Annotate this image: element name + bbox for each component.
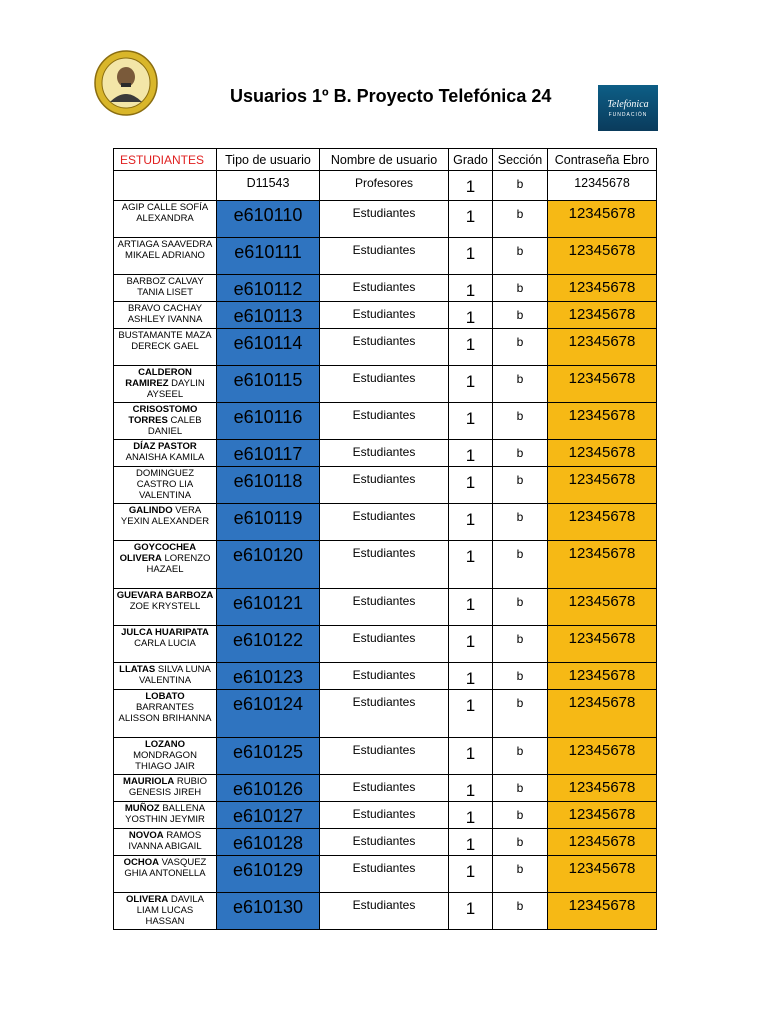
student-surname: GUEVARA BARBOZA [116, 590, 214, 601]
student-name [114, 856, 217, 893]
student-seccion: b [493, 366, 548, 403]
student-password: 12345678 [548, 829, 657, 856]
student-given-name: DOMINGUEZ CASTRO LIA VALENTINA [135, 468, 195, 501]
page-title: Usuarios 1º B. Proyecto Telefónica 24 [230, 86, 552, 106]
student-grado: 1 [449, 775, 493, 802]
student-given-name: BUSTAMANTE MAZA DERECK GAEL [118, 330, 212, 352]
telefonica-fundacion-logo [598, 85, 658, 131]
student-given-name: AGIP CALLE SOFÍA ALEXANDRA [121, 202, 209, 224]
student-row [114, 626, 657, 663]
student-seccion: b [493, 626, 548, 663]
student-code: e610127 [217, 802, 320, 829]
student-username: Estudiantes [320, 738, 449, 775]
student-grado: 1 [449, 238, 493, 275]
student-code: e610125 [217, 738, 320, 775]
student-code: e610130 [217, 893, 320, 930]
student-username: Estudiantes [320, 238, 449, 275]
student-password: 12345678 [548, 329, 657, 366]
student-grado: 1 [449, 663, 493, 690]
student-code: e610117 [217, 440, 320, 467]
student-code: e610118 [217, 467, 320, 504]
student-given-name: BRAVO CACHAY ASHLEY IVANNA [127, 303, 203, 325]
student-grado: 1 [449, 690, 493, 738]
users-table [113, 148, 657, 930]
student-given-name: VERA YEXIN ALEXANDER [120, 505, 210, 527]
student-grado: 1 [449, 829, 493, 856]
student-username: Estudiantes [320, 403, 449, 440]
student-seccion: b [493, 504, 548, 541]
student-username: Estudiantes [320, 893, 449, 930]
student-row [114, 467, 657, 504]
student-username: Estudiantes [320, 663, 449, 690]
student-grado: 1 [449, 201, 493, 238]
student-username: Estudiantes [320, 329, 449, 366]
header-row [114, 149, 657, 171]
student-surname: CRISOSTOMO TORRES [128, 404, 198, 426]
student-grado: 1 [449, 329, 493, 366]
student-given-name: BARBOZ CALVAY TANIA LISET [126, 276, 204, 298]
student-code: e610119 [217, 504, 320, 541]
school-seal-logo [94, 50, 158, 116]
student-row [114, 302, 657, 329]
student-password: 12345678 [548, 802, 657, 829]
student-username: Estudiantes [320, 541, 449, 589]
student-grado: 1 [449, 302, 493, 329]
student-password: 12345678 [548, 589, 657, 626]
header-nombre: Nombre de usuario [320, 149, 449, 171]
student-seccion: b [493, 738, 548, 775]
student-given-name: ANAISHA KAMILA [125, 452, 205, 463]
teacher-password: 12345678 [548, 171, 657, 201]
student-username: Estudiantes [320, 856, 449, 893]
student-code: e610113 [217, 302, 320, 329]
student-password: 12345678 [548, 467, 657, 504]
student-seccion: b [493, 541, 548, 589]
student-code: e610123 [217, 663, 320, 690]
student-code: e610128 [217, 829, 320, 856]
student-given-name: RAMOS IVANNA ABIGAIL [128, 830, 202, 852]
student-grado: 1 [449, 366, 493, 403]
student-password: 12345678 [548, 893, 657, 930]
student-grado: 1 [449, 275, 493, 302]
student-row [114, 366, 657, 403]
student-given-name: ZOE KRYSTELL [129, 601, 201, 612]
student-password: 12345678 [548, 366, 657, 403]
student-password: 12345678 [548, 626, 657, 663]
student-name [114, 467, 217, 504]
logo-sub-text: FUNDACIÓN [608, 112, 648, 118]
header-contrasena: Contraseña Ebro [548, 149, 657, 171]
student-given-name: CARLA LUCIA [134, 638, 196, 649]
student-seccion: b [493, 663, 548, 690]
student-surname: LOBATO [145, 691, 185, 702]
student-given-name: ARTIAGA SAAVEDRA MIKAEL ADRIANO [117, 239, 213, 261]
student-given-name: RUBIO GENESIS JIREH [128, 776, 207, 798]
student-given-name: VASQUEZ GHIA ANTONELLA [124, 857, 207, 879]
student-seccion: b [493, 403, 548, 440]
student-surname: GALINDO [128, 505, 173, 516]
student-row [114, 238, 657, 275]
student-username: Estudiantes [320, 829, 449, 856]
student-grado: 1 [449, 504, 493, 541]
student-grado: 1 [449, 403, 493, 440]
student-given-name: MONDRAGON THIAGO JAIR [133, 750, 197, 772]
header-seccion: Sección [493, 149, 548, 171]
student-grado: 1 [449, 626, 493, 663]
student-seccion: b [493, 329, 548, 366]
student-username: Estudiantes [320, 275, 449, 302]
student-grado: 1 [449, 856, 493, 893]
student-row [114, 589, 657, 626]
student-code: e610121 [217, 589, 320, 626]
student-seccion: b [493, 775, 548, 802]
student-username: Estudiantes [320, 802, 449, 829]
student-username: Estudiantes [320, 302, 449, 329]
student-password: 12345678 [548, 238, 657, 275]
student-password: 12345678 [548, 504, 657, 541]
student-name [114, 238, 217, 275]
student-name [114, 366, 217, 403]
student-grado: 1 [449, 440, 493, 467]
student-row [114, 541, 657, 589]
student-seccion: b [493, 201, 548, 238]
student-name [114, 541, 217, 589]
student-username: Estudiantes [320, 366, 449, 403]
student-seccion: b [493, 802, 548, 829]
student-given-name: DAVILA LIAM LUCAS HASSAN [136, 894, 204, 927]
student-row [114, 690, 657, 738]
student-row [114, 775, 657, 802]
student-name [114, 663, 217, 690]
student-surname: OCHOA [123, 857, 160, 868]
student-code: e610110 [217, 201, 320, 238]
student-username: Estudiantes [320, 201, 449, 238]
student-surname: OLIVERA [126, 894, 169, 905]
student-seccion: b [493, 467, 548, 504]
student-row [114, 201, 657, 238]
student-seccion: b [493, 238, 548, 275]
student-given-name: BALLENA YOSTHIN JEYMIR [125, 803, 206, 825]
student-seccion: b [493, 856, 548, 893]
header-grado: Grado [449, 149, 493, 171]
student-name [114, 403, 217, 440]
student-username: Estudiantes [320, 589, 449, 626]
student-code: e610115 [217, 366, 320, 403]
student-code: e610122 [217, 626, 320, 663]
student-password: 12345678 [548, 403, 657, 440]
student-row [114, 663, 657, 690]
student-password: 12345678 [548, 856, 657, 893]
student-surname: LOZANO [144, 739, 186, 750]
student-password: 12345678 [548, 690, 657, 738]
student-password: 12345678 [548, 275, 657, 302]
teacher-row [114, 171, 657, 201]
student-grado: 1 [449, 467, 493, 504]
student-grado: 1 [449, 541, 493, 589]
student-grado: 1 [449, 589, 493, 626]
student-row [114, 403, 657, 440]
student-seccion: b [493, 589, 548, 626]
student-name [114, 738, 217, 775]
header-tipo: Tipo de usuario [217, 149, 320, 171]
student-seccion: b [493, 302, 548, 329]
student-surname: LLATAS [119, 664, 156, 675]
student-name [114, 504, 217, 541]
student-code: e610116 [217, 403, 320, 440]
student-password: 12345678 [548, 302, 657, 329]
student-surname: DÍAZ PASTOR [133, 441, 197, 452]
student-password: 12345678 [548, 201, 657, 238]
header-estudiantes: ESTUDIANTES [114, 149, 217, 171]
student-password: 12345678 [548, 663, 657, 690]
student-given-name: LORENZO HAZAEL [146, 553, 211, 575]
student-name [114, 275, 217, 302]
student-surname: NOVOA [128, 830, 164, 841]
student-seccion: b [493, 829, 548, 856]
student-row [114, 504, 657, 541]
student-password: 12345678 [548, 775, 657, 802]
student-password: 12345678 [548, 541, 657, 589]
student-code: e610124 [217, 690, 320, 738]
student-surname: MAURIOLA [123, 776, 175, 787]
student-seccion: b [493, 440, 548, 467]
teacher-code: D11543 [217, 171, 320, 201]
student-username: Estudiantes [320, 690, 449, 738]
student-row [114, 329, 657, 366]
student-name [114, 440, 217, 467]
student-code: e610129 [217, 856, 320, 893]
student-seccion: b [493, 690, 548, 738]
teacher-name-cell [114, 171, 217, 201]
student-row [114, 802, 657, 829]
student-seccion: b [493, 275, 548, 302]
student-code: e610126 [217, 775, 320, 802]
student-grado: 1 [449, 802, 493, 829]
student-code: e610120 [217, 541, 320, 589]
student-name [114, 893, 217, 930]
student-password: 12345678 [548, 440, 657, 467]
student-username: Estudiantes [320, 440, 449, 467]
student-name [114, 589, 217, 626]
student-row [114, 856, 657, 893]
teacher-grado: 1 [449, 171, 493, 201]
student-surname: MUÑOZ [124, 803, 160, 814]
student-username: Estudiantes [320, 467, 449, 504]
student-name [114, 302, 217, 329]
student-name [114, 329, 217, 366]
teacher-seccion: b [493, 171, 548, 201]
student-given-name: CALEB DANIEL [147, 415, 202, 437]
student-row [114, 893, 657, 930]
student-name [114, 201, 217, 238]
student-username: Estudiantes [320, 504, 449, 541]
logo-brand-text: Telefónica [607, 99, 649, 110]
student-name [114, 626, 217, 663]
student-given-name: DAYLIN AYSEEL [146, 378, 205, 400]
student-row [114, 829, 657, 856]
student-name [114, 775, 217, 802]
student-row [114, 275, 657, 302]
student-surname: JULCA HUARIPATA [121, 627, 209, 638]
student-surname: CALDERON RAMIREZ [125, 367, 192, 389]
student-row [114, 738, 657, 775]
student-code: e610112 [217, 275, 320, 302]
student-given-name: BARRANTES ALISSON BRIHANNA [118, 702, 212, 724]
student-name [114, 802, 217, 829]
student-name [114, 690, 217, 738]
student-password: 12345678 [548, 738, 657, 775]
student-surname: GOYCOCHEA OLIVERA [119, 542, 197, 564]
student-username: Estudiantes [320, 626, 449, 663]
student-row [114, 440, 657, 467]
student-code: e610111 [217, 238, 320, 275]
student-name [114, 829, 217, 856]
student-given-name: SILVA LUNA VALENTINA [138, 664, 211, 686]
student-code: e610114 [217, 329, 320, 366]
student-grado: 1 [449, 893, 493, 930]
student-username: Estudiantes [320, 775, 449, 802]
student-seccion: b [493, 893, 548, 930]
student-grado: 1 [449, 738, 493, 775]
teacher-username: Profesores [320, 171, 449, 201]
